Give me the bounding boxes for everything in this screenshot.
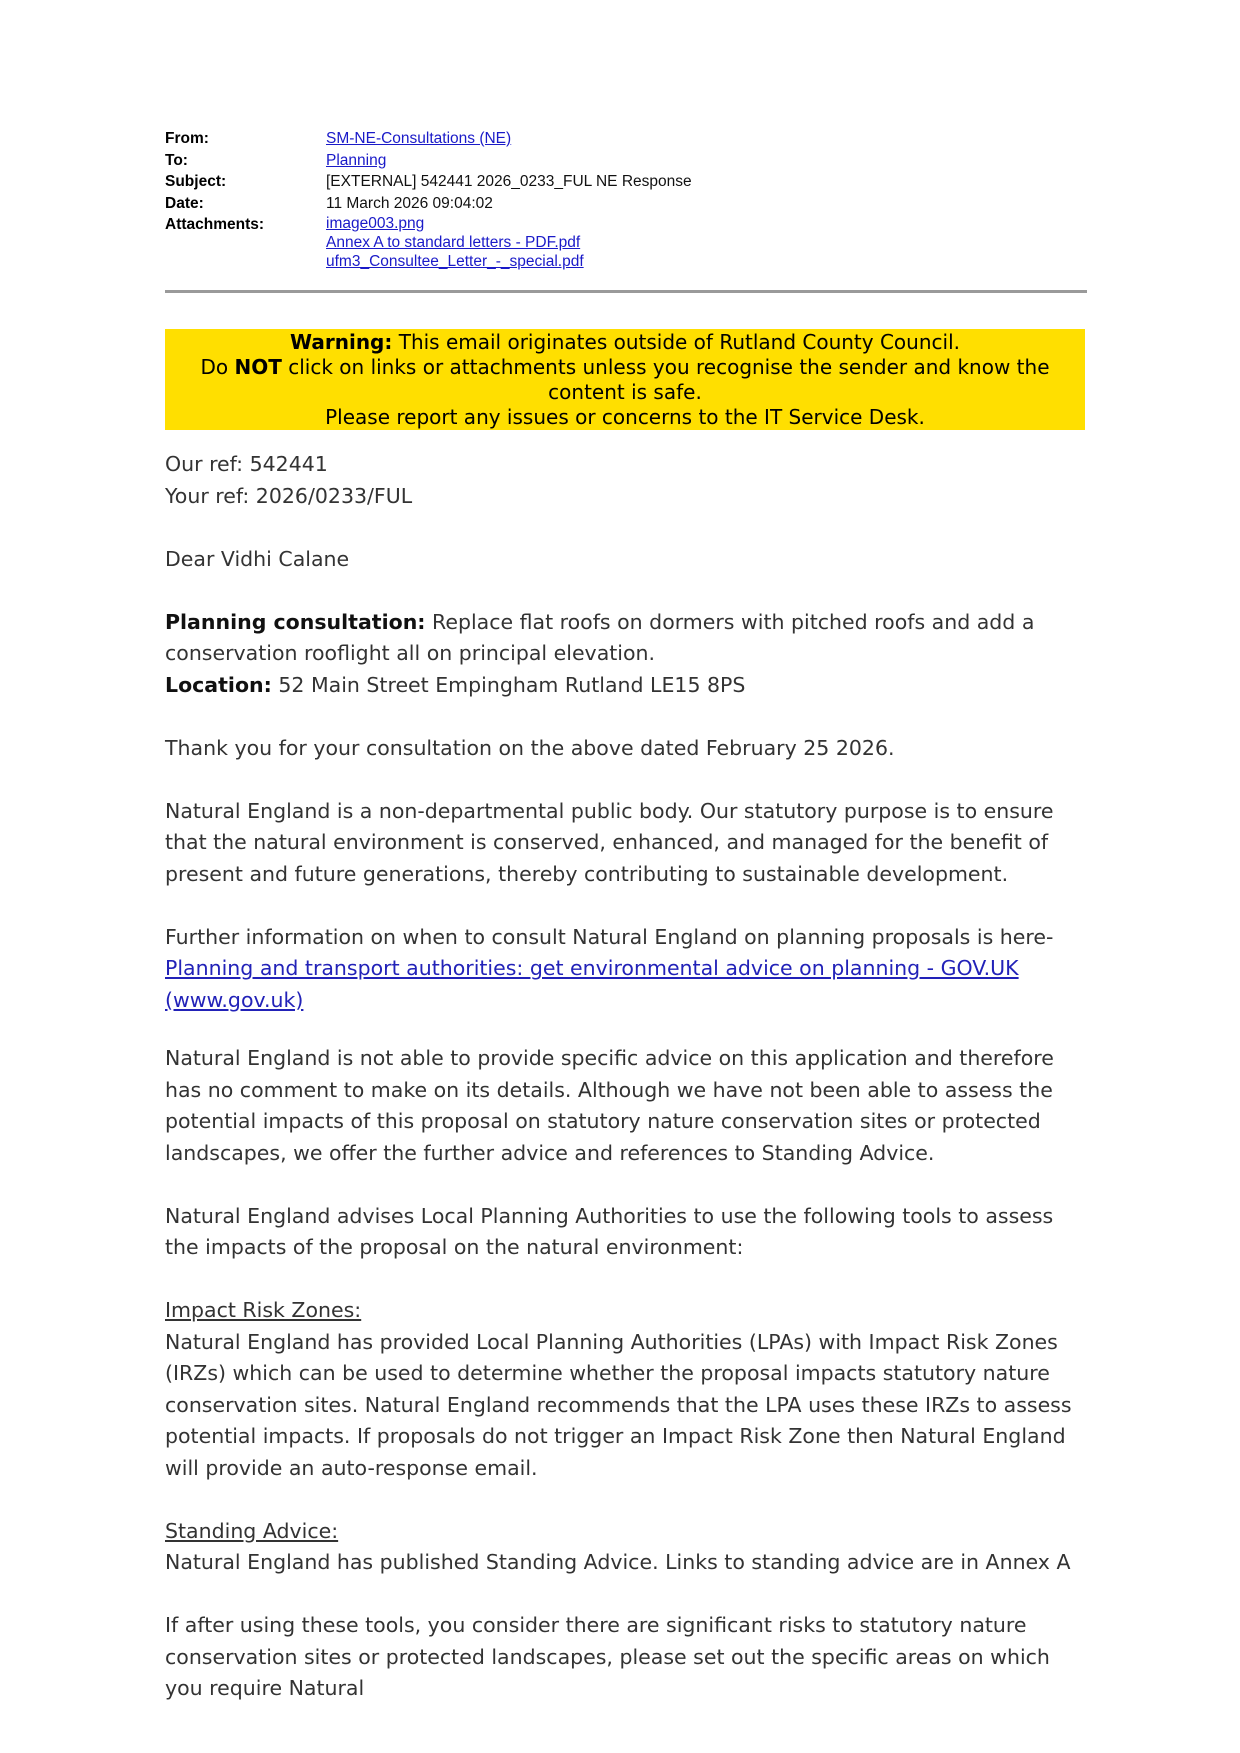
our-ref: Our ref: 542441: [165, 452, 328, 476]
location-text: 52 Main Street Empingham Rutland LE15 8PS: [271, 672, 746, 697]
further-info-paragraph: [165, 922, 1085, 1017]
irz-heading: Impact Risk Zones:: [165, 1298, 362, 1322]
date-row: [165, 193, 1085, 215]
from-link[interactable]: SM-NE-Consultations (NE): [326, 130, 512, 147]
subject-row: [165, 171, 1085, 193]
warning-line1: This email originates outside of Rutland County Council.: [392, 330, 960, 354]
to-row: [165, 150, 1085, 172]
consultation-paragraph: [165, 607, 1085, 670]
external-warning-banner: [165, 329, 1085, 430]
purpose-paragraph: Natural England is a non-departmental public body. Our statutory purpose is to ensure that the natural environment is conserved, enhanced, and managed for the benefit of present and future generations, thereby contributing to sustainable development.: [165, 798, 1054, 886]
further-info-text: Further information on when to consult Natural England on planning proposals is here-: [165, 924, 1054, 949]
header-divider: [165, 290, 1087, 293]
location-paragraph: [165, 670, 1085, 702]
attachment-link[interactable]: image003.png: [326, 215, 425, 232]
warning-line3: Please report any issues or concerns to the IT Service Desk.: [325, 405, 925, 429]
closing-paragraph: If after using these tools, you consider there are significant risks to statutory nature conservation sites or protected landscapes, please set out the specific areas on which you require Natural: [165, 1613, 1050, 1700]
no-advice-paragraph: Natural England is not able to provide specific advice on this application and therefore has no comment to make on its details. Although we have not been able to assess the potential impacts of this proposal on statutory nature conservation sites or protected landscapes, we offer the further advice and references to Standing Advice.: [165, 1046, 1054, 1165]
irz-paragraph: Natural England has provided Local Planning Authorities (LPAs) with Impact Risk Zones (IRZs) which can be used to determine whether the proposal impacts statutory nature conservation sites. Natural England recommends that the LPA uses these IRZs to assess potential impacts. If proposals do not trigger an Impact Risk Zone then Natural England will provide an auto-response email.: [165, 1329, 1072, 1480]
warning-line2-post: click on links or attachments unless you recognise the sender and know the content is safe.: [281, 355, 1050, 404]
tools-intro-paragraph: Natural England advises Local Planning Authorities to use the following tools to assess the impacts of the proposal on the natural environment:: [165, 1203, 1054, 1259]
attachment-link[interactable]: Annex A to standard letters - PDF.pdf: [326, 234, 581, 251]
to-label: To:: [165, 151, 188, 169]
attachments-row: [165, 214, 1085, 271]
your-ref: Your ref: 2026/0233/FUL: [165, 483, 413, 508]
date-label: Date:: [165, 194, 204, 212]
from-label: From:: [165, 130, 209, 147]
attachment-link[interactable]: ufm3_Consultee_Letter_-_special.pdf: [326, 253, 584, 270]
email-header: [165, 128, 1085, 271]
date-value: 11 March 2026 09:04:02: [326, 194, 493, 212]
to-link[interactable]: Planning: [326, 151, 387, 169]
attachments-list: [326, 214, 584, 271]
consultation-label: Planning consultation:: [165, 609, 426, 634]
consultation-text: Replace flat roofs on dormers with pitched roofs and add a conservation rooflight all on principal elevation.: [165, 609, 1035, 665]
warning-line2-pre: Do: [200, 355, 235, 379]
attachments-label: Attachments:: [165, 216, 265, 233]
standing-advice-heading: Standing Advice:: [165, 1518, 339, 1543]
thanks-paragraph: Thank you for your consultation on the above dated February 25 2026.: [165, 735, 895, 760]
from-row: [165, 128, 1085, 150]
subject-label: Subject:: [165, 173, 227, 190]
salutation: Dear Vidhi Calane: [165, 546, 350, 571]
location-label: Location:: [165, 672, 272, 697]
warning-not: NOT: [234, 355, 282, 379]
standing-advice-paragraph: Natural England has published Standing Advice. Links to standing advice are in Annex A: [165, 1550, 1071, 1574]
gov-uk-link[interactable]: Planning and transport authorities: get environmental advice on planning - GOV.UK (www.gov.uk): [165, 956, 1019, 1012]
letter-body: [165, 449, 1085, 1736]
warning-label: Warning:: [290, 330, 393, 354]
subject-value: [EXTERNAL] 542441 2026_0233_FUL NE Response: [326, 173, 692, 190]
